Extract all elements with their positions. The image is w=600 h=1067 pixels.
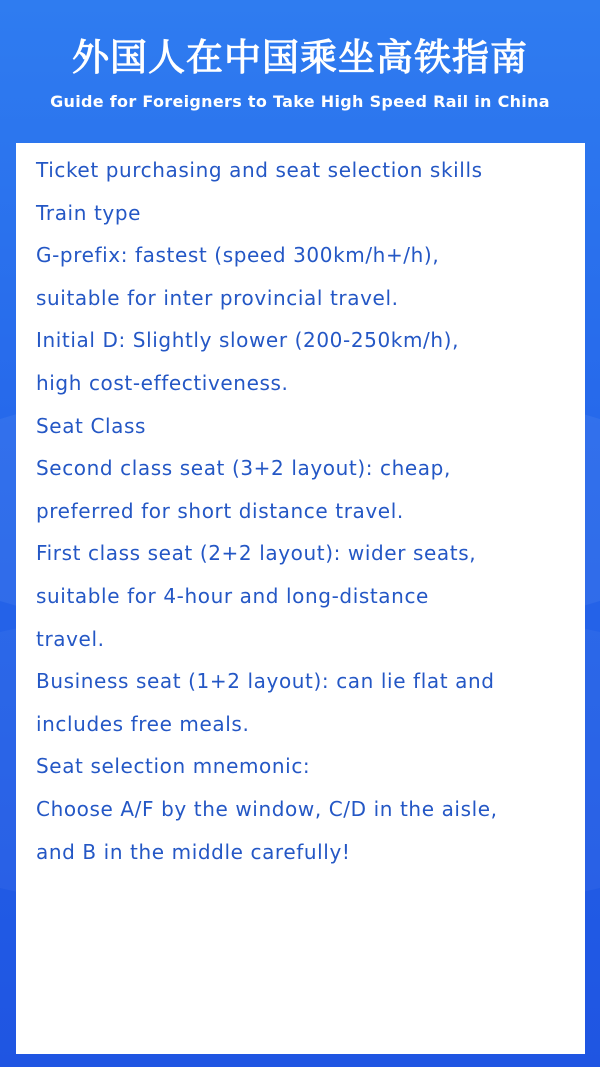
- text-line: Choose A/F by the window, C/D in the aisle,: [36, 796, 498, 821]
- page-subtitle: Guide for Foreigners to Take High Speed Rail in China: [50, 92, 550, 111]
- text-line: First class seat (2+2 layout): wider seats,: [36, 541, 477, 566]
- section-heading-train-type: Train type: [36, 200, 142, 225]
- section-heading-tips: Ticket purchasing and seat selection skills: [36, 158, 483, 182]
- text-line: G-prefix: fastest (speed 300km/h+/h),: [36, 243, 440, 268]
- text-line: high cost-effectiveness.: [36, 370, 289, 395]
- header: [0, 0, 600, 140]
- page-title: 外国人在中国乘坐高铁指南: [72, 36, 528, 79]
- section-heading-seat-class: Seat Class: [36, 413, 147, 438]
- text-line: and B in the middle carefully!: [36, 839, 351, 864]
- content-body: [36, 149, 571, 873]
- text-line: travel.: [36, 626, 105, 651]
- text-line: Second class seat (3+2 layout): cheap,: [36, 456, 451, 481]
- text-line: suitable for 4-hour and long-distance: [36, 583, 429, 608]
- text-line: suitable for inter provincial travel.: [36, 285, 399, 310]
- content-card: [16, 143, 585, 1054]
- text-line: Business seat (1+2 layout): can lie flat and: [36, 669, 495, 694]
- text-line: preferred for short distance travel.: [36, 498, 404, 523]
- text-line: includes free meals.: [36, 711, 250, 736]
- text-line: Initial D: Slightly slower (200-250km/h),: [36, 328, 460, 353]
- section-heading-mnemonic: Seat selection mnemonic:: [36, 754, 311, 779]
